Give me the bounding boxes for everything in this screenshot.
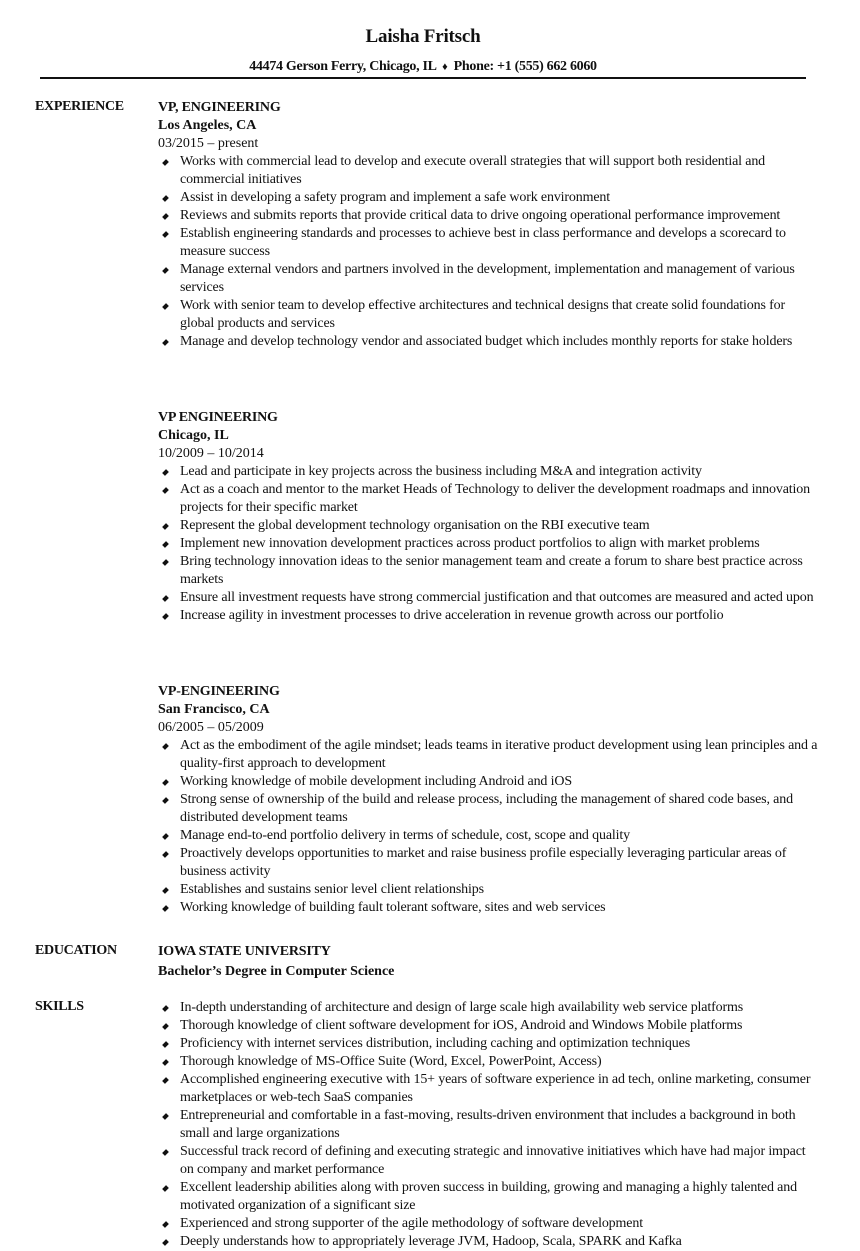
bullet-item: Bring technology innovation ideas to the senior management team and create a forum to share best practice across markets <box>158 553 818 589</box>
job-bullets <box>158 153 818 351</box>
section-label-education: EDUCATION <box>35 943 117 958</box>
bullet-icon <box>162 559 169 566</box>
bullet-item: Establish engineering standards and processes to achieve best in class performance and develops a scorecard to measure success <box>158 225 818 261</box>
bullet-icon <box>162 267 169 274</box>
bullet-icon <box>162 833 169 840</box>
candidate-name: Laisha Fritsch <box>365 26 481 47</box>
job-location: Los Angeles, CA <box>158 118 257 133</box>
address: 44474 Gerson Ferry, Chicago, IL <box>249 59 436 74</box>
job-title: VP-ENGINEERING <box>158 684 280 699</box>
header-divider <box>40 77 806 79</box>
bullet-icon <box>162 595 169 602</box>
bullet-icon <box>162 851 169 858</box>
bullet-item: Working knowledge of building fault tolerant software, sites and web services <box>158 899 818 917</box>
skill-item: Proficiency with internet services distribution, including caching and optimization techniques <box>158 1035 818 1053</box>
bullet-icon <box>162 541 169 548</box>
bullet-item: Assist in developing a safety program and implement a safe work environment <box>158 189 818 207</box>
bullet-icon <box>162 1023 169 1030</box>
contact-line <box>0 59 846 75</box>
degree: Bachelor’s Degree in Computer Science <box>158 964 395 979</box>
bullet-item: Establishes and sustains senior level client relationships <box>158 881 818 899</box>
skill-item: Successful track record of defining and executing strategic and innovative initiatives which have had major impact on company and market performance <box>158 1143 818 1179</box>
job-entry <box>158 409 818 625</box>
job-location: San Francisco, CA <box>158 702 270 717</box>
bullet-icon <box>162 1005 169 1012</box>
job-bullets <box>158 463 818 625</box>
job-location: Chicago, IL <box>158 428 229 443</box>
bullet-icon <box>162 469 169 476</box>
bullet-item: Working knowledge of mobile development including Android and iOS <box>158 773 818 791</box>
bullet-icon <box>162 487 169 494</box>
bullet-icon <box>162 1239 169 1246</box>
skill-item: Entrepreneurial and comfortable in a fast-moving, results-driven environment that includes a background in both small and large organizations <box>158 1107 818 1143</box>
bullet-icon <box>162 303 169 310</box>
section-label-experience: EXPERIENCE <box>35 99 124 114</box>
job-dates: 06/2005 – 05/2009 <box>158 720 264 735</box>
bullet-icon <box>162 905 169 912</box>
bullet-icon <box>162 339 169 346</box>
skill-item: Thorough knowledge of MS-Office Suite (Word, Excel, PowerPoint, Access) <box>158 1053 818 1071</box>
skill-item: Thorough knowledge of client software development for iOS, Android and Windows Mobile platforms <box>158 1017 818 1035</box>
bullet-item: Manage end-to-end portfolio delivery in terms of schedule, cost, scope and quality <box>158 827 818 845</box>
bullet-icon <box>162 1149 169 1156</box>
phone: Phone: +1 (555) 662 6060 <box>453 59 597 74</box>
skill-item: In-depth understanding of architecture and design of large scale high availability web service platforms <box>158 999 818 1017</box>
bullet-icon <box>162 743 169 750</box>
bullet-icon <box>162 1185 169 1192</box>
skills-list-container <box>158 999 818 1251</box>
job-dates: 03/2015 – present <box>158 136 259 151</box>
bullet-icon <box>162 231 169 238</box>
bullet-icon <box>162 1077 169 1084</box>
skill-item: Deeply understands how to appropriately leverage JVM, Hadoop, Scala, SPARK and Kafka <box>158 1233 818 1251</box>
bullet-icon <box>162 195 169 202</box>
bullet-item: Manage external vendors and partners involved in the development, implementation and management of various services <box>158 261 818 297</box>
job-title: VP ENGINEERING <box>158 410 278 425</box>
job-dates: 10/2009 – 10/2014 <box>158 446 264 461</box>
bullet-icon <box>162 159 169 166</box>
bullet-item: Act as a coach and mentor to the market Heads of Technology to deliver the development roadmaps and innovation projects for their specific market <box>158 481 818 517</box>
bullet-icon <box>162 797 169 804</box>
job-entry <box>158 683 818 917</box>
bullet-item: Reviews and submits reports that provide critical data to drive ongoing operational performance improvement <box>158 207 818 225</box>
section-label-skills: SKILLS <box>35 999 84 1014</box>
bullet-icon <box>162 523 169 530</box>
bullet-item: Works with commercial lead to develop and execute overall strategies that will support both residential and commercial initiatives <box>158 153 818 189</box>
bullet-item: Increase agility in investment processes to drive acceleration in revenue growth across our portfolio <box>158 607 818 625</box>
bullet-icon <box>162 779 169 786</box>
bullet-icon <box>162 1221 169 1228</box>
education-entry <box>158 943 818 981</box>
job-entry <box>158 99 818 351</box>
school-name: IOWA STATE UNIVERSITY <box>158 944 331 959</box>
bullet-item: Work with senior team to develop effective architectures and technical designs that create solid foundations for global products and services <box>158 297 818 333</box>
skill-item: Experienced and strong supporter of the agile methodology of software development <box>158 1215 818 1233</box>
skill-item: Excellent leadership abilities along with proven success in building, growing and managing a highly talented and motivated organization of a significant size <box>158 1179 818 1215</box>
bullet-icon <box>162 1041 169 1048</box>
bullet-icon <box>162 1059 169 1066</box>
bullet-item: Lead and participate in key projects across the business including M&A and integration activity <box>158 463 818 481</box>
bullet-item: Act as the embodiment of the agile mindset; leads teams in iterative product development using lean principles and a quality-first approach to development <box>158 737 818 773</box>
bullet-item: Strong sense of ownership of the build and release process, including the management of shared code bases, and distributed development teams <box>158 791 818 827</box>
bullet-item: Represent the global development technology organisation on the RBI executive team <box>158 517 818 535</box>
bullet-icon <box>162 613 169 620</box>
job-title: VP, ENGINEERING <box>158 100 281 115</box>
bullet-item: Manage and develop technology vendor and associated budget which includes monthly reports for stake holders <box>158 333 818 351</box>
job-bullets <box>158 737 818 917</box>
bullet-item: Implement new innovation development practices across product portfolios to align with market problems <box>158 535 818 553</box>
bullet-icon <box>162 1113 169 1120</box>
bullet-icon <box>162 887 169 894</box>
bullet-item: Proactively develops opportunities to market and raise business profile especially leveraging particular areas of business activity <box>158 845 818 881</box>
skills-list <box>158 999 818 1251</box>
bullet-item: Ensure all investment requests have strong commercial justification and that outcomes are measured and acted upon <box>158 589 818 607</box>
skill-item: Accomplished engineering executive with 15+ years of software experience in ad tech, online marketing, consumer marketplaces or web-tech SaaS companies <box>158 1071 818 1107</box>
bullet-icon <box>162 213 169 220</box>
diamond-separator-icon: ♦ <box>442 61 448 73</box>
